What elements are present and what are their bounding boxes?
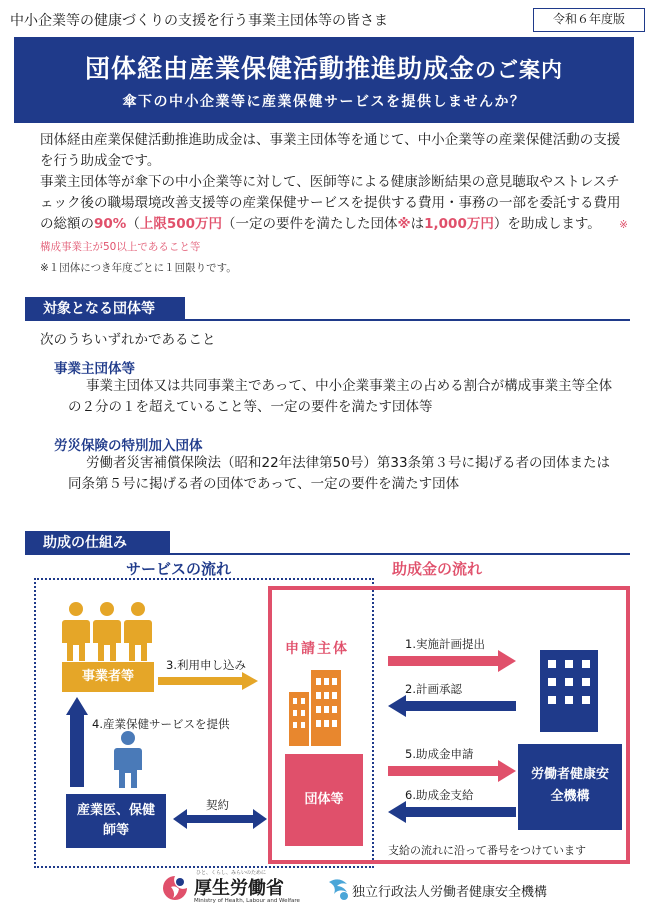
subsidy-cap: 上限500万円	[139, 216, 223, 232]
johas-logo-icon	[326, 876, 352, 902]
section-heading-scheme: 助成の仕組み	[25, 531, 170, 555]
section-rule-scheme	[25, 553, 630, 555]
page-subtitle: 傘下の中小企業等に産業保健サービスを提供しませんか？	[122, 94, 526, 110]
title-band	[14, 37, 634, 123]
intro-paragraph-2	[40, 172, 630, 258]
contract-arrow-icon	[173, 809, 267, 829]
mhlw-logo-icon	[160, 873, 190, 903]
step2-arrow-icon	[388, 695, 516, 717]
requirement-note: ※構成事業主が50以上であること等	[40, 219, 628, 253]
employers-box: 事業者等	[62, 662, 154, 692]
category-text-special-insurance: 労働者災害補償保険法（昭和22年法律第50号）第33条第３号に掲げる者の団体または同条第５号に掲げる者の団体であって、一定の要件を満たす団体	[68, 455, 611, 492]
grant-flow-title: 助成金の流れ	[392, 560, 483, 578]
intro-p2-text-e: ）を助成します。	[493, 216, 601, 232]
subsidy-rate: 90%	[94, 216, 127, 232]
year-badge: 令和６年度版	[533, 8, 645, 32]
agency-building-icon	[540, 650, 598, 732]
group-box: 団体等	[285, 754, 363, 846]
title-main: 団体経由産業保健活動推進助成金	[84, 54, 475, 83]
johas-name: 独立行政法人労働者健康安全機構	[352, 885, 548, 900]
intro-p2-text-b: （	[126, 216, 140, 232]
once-per-year-note: ※１団体につき年度ごとに１回限りです。	[40, 262, 237, 274]
apply-arrow-icon	[158, 672, 258, 690]
mhlw-name: 厚生労働省	[194, 878, 284, 899]
step2-label: 2.計画承認	[405, 682, 462, 696]
step-contract-label: 契約	[206, 798, 229, 812]
requirement-mark: ※	[397, 216, 411, 232]
step5-label: 5.助成金申請	[405, 747, 474, 761]
intro-p2-text-d: は	[410, 216, 425, 232]
doctors-box: 産業医、保健師等	[66, 794, 166, 848]
subsidy-cap-special: 1,000万円	[424, 216, 494, 232]
section-heading-target: 対象となる団体等	[25, 297, 185, 321]
category-title-employer-groups: 事業主団体等	[54, 361, 135, 377]
step1-label: 1.実施計画提出	[405, 637, 485, 651]
provide-service-arrow-icon	[66, 697, 88, 787]
intro-paragraph-1: 団体経由産業保健活動推進助成金は、事業主団体等を通じて、中小企業等の産業保健活動の支援を行う助成金です。	[40, 132, 621, 169]
step-service-label: 4.産業保健サービスを提供	[92, 717, 230, 731]
agency-box: 労働者健康安全機構	[518, 744, 622, 830]
numbering-footnote: 支給の流れに沿って番号をつけています	[388, 844, 586, 857]
section-rule-target	[25, 319, 630, 321]
title-tail: のご案内	[475, 58, 563, 82]
step5-arrow-icon	[388, 760, 516, 782]
intro-p2-text-a: 事業主団体等が傘下の中小企業等に対して、医師等による健康診断結果の意見聴取やストレスチェック後の職場環境改善支援等の産業保健サービスを提供する費用・事務の一部を委託する費用の総額の	[40, 174, 621, 232]
audience-line: 中小企業等の健康づくりの支援を行う事業主団体等の皆さま	[10, 13, 388, 29]
target-lead: 次のうちいずれかであること	[40, 332, 216, 348]
step6-label: 6.助成金支給	[405, 788, 474, 802]
doctor-person-icon	[112, 730, 144, 788]
step1-arrow-icon	[388, 650, 516, 672]
employees-people-icon	[60, 600, 155, 662]
mhlw-english-name: Ministry of Health, Labour and Welfare	[194, 898, 300, 904]
applicant-label: 申請主体	[285, 641, 349, 657]
step-apply-label: 3.利用申し込み	[166, 658, 246, 672]
group-building-icon	[285, 668, 345, 746]
page-title	[14, 49, 634, 85]
mhlw-tagline: ひと、くらし、みらいのために	[196, 870, 267, 876]
category-title-special-insurance: 労災保険の特別加入団体	[54, 438, 203, 454]
intro-p2-text-c: （一定の要件を満たした団体	[222, 216, 398, 232]
category-text-employer-groups: 事業主団体又は共同事業主であって、中小企業事業主の占める割合が構成事業主等全体の２分の１を超えていること等、一定の要件を満たす団体等	[68, 378, 613, 415]
service-flow-title: サービスの流れ	[126, 560, 232, 578]
step6-arrow-icon	[388, 801, 516, 823]
